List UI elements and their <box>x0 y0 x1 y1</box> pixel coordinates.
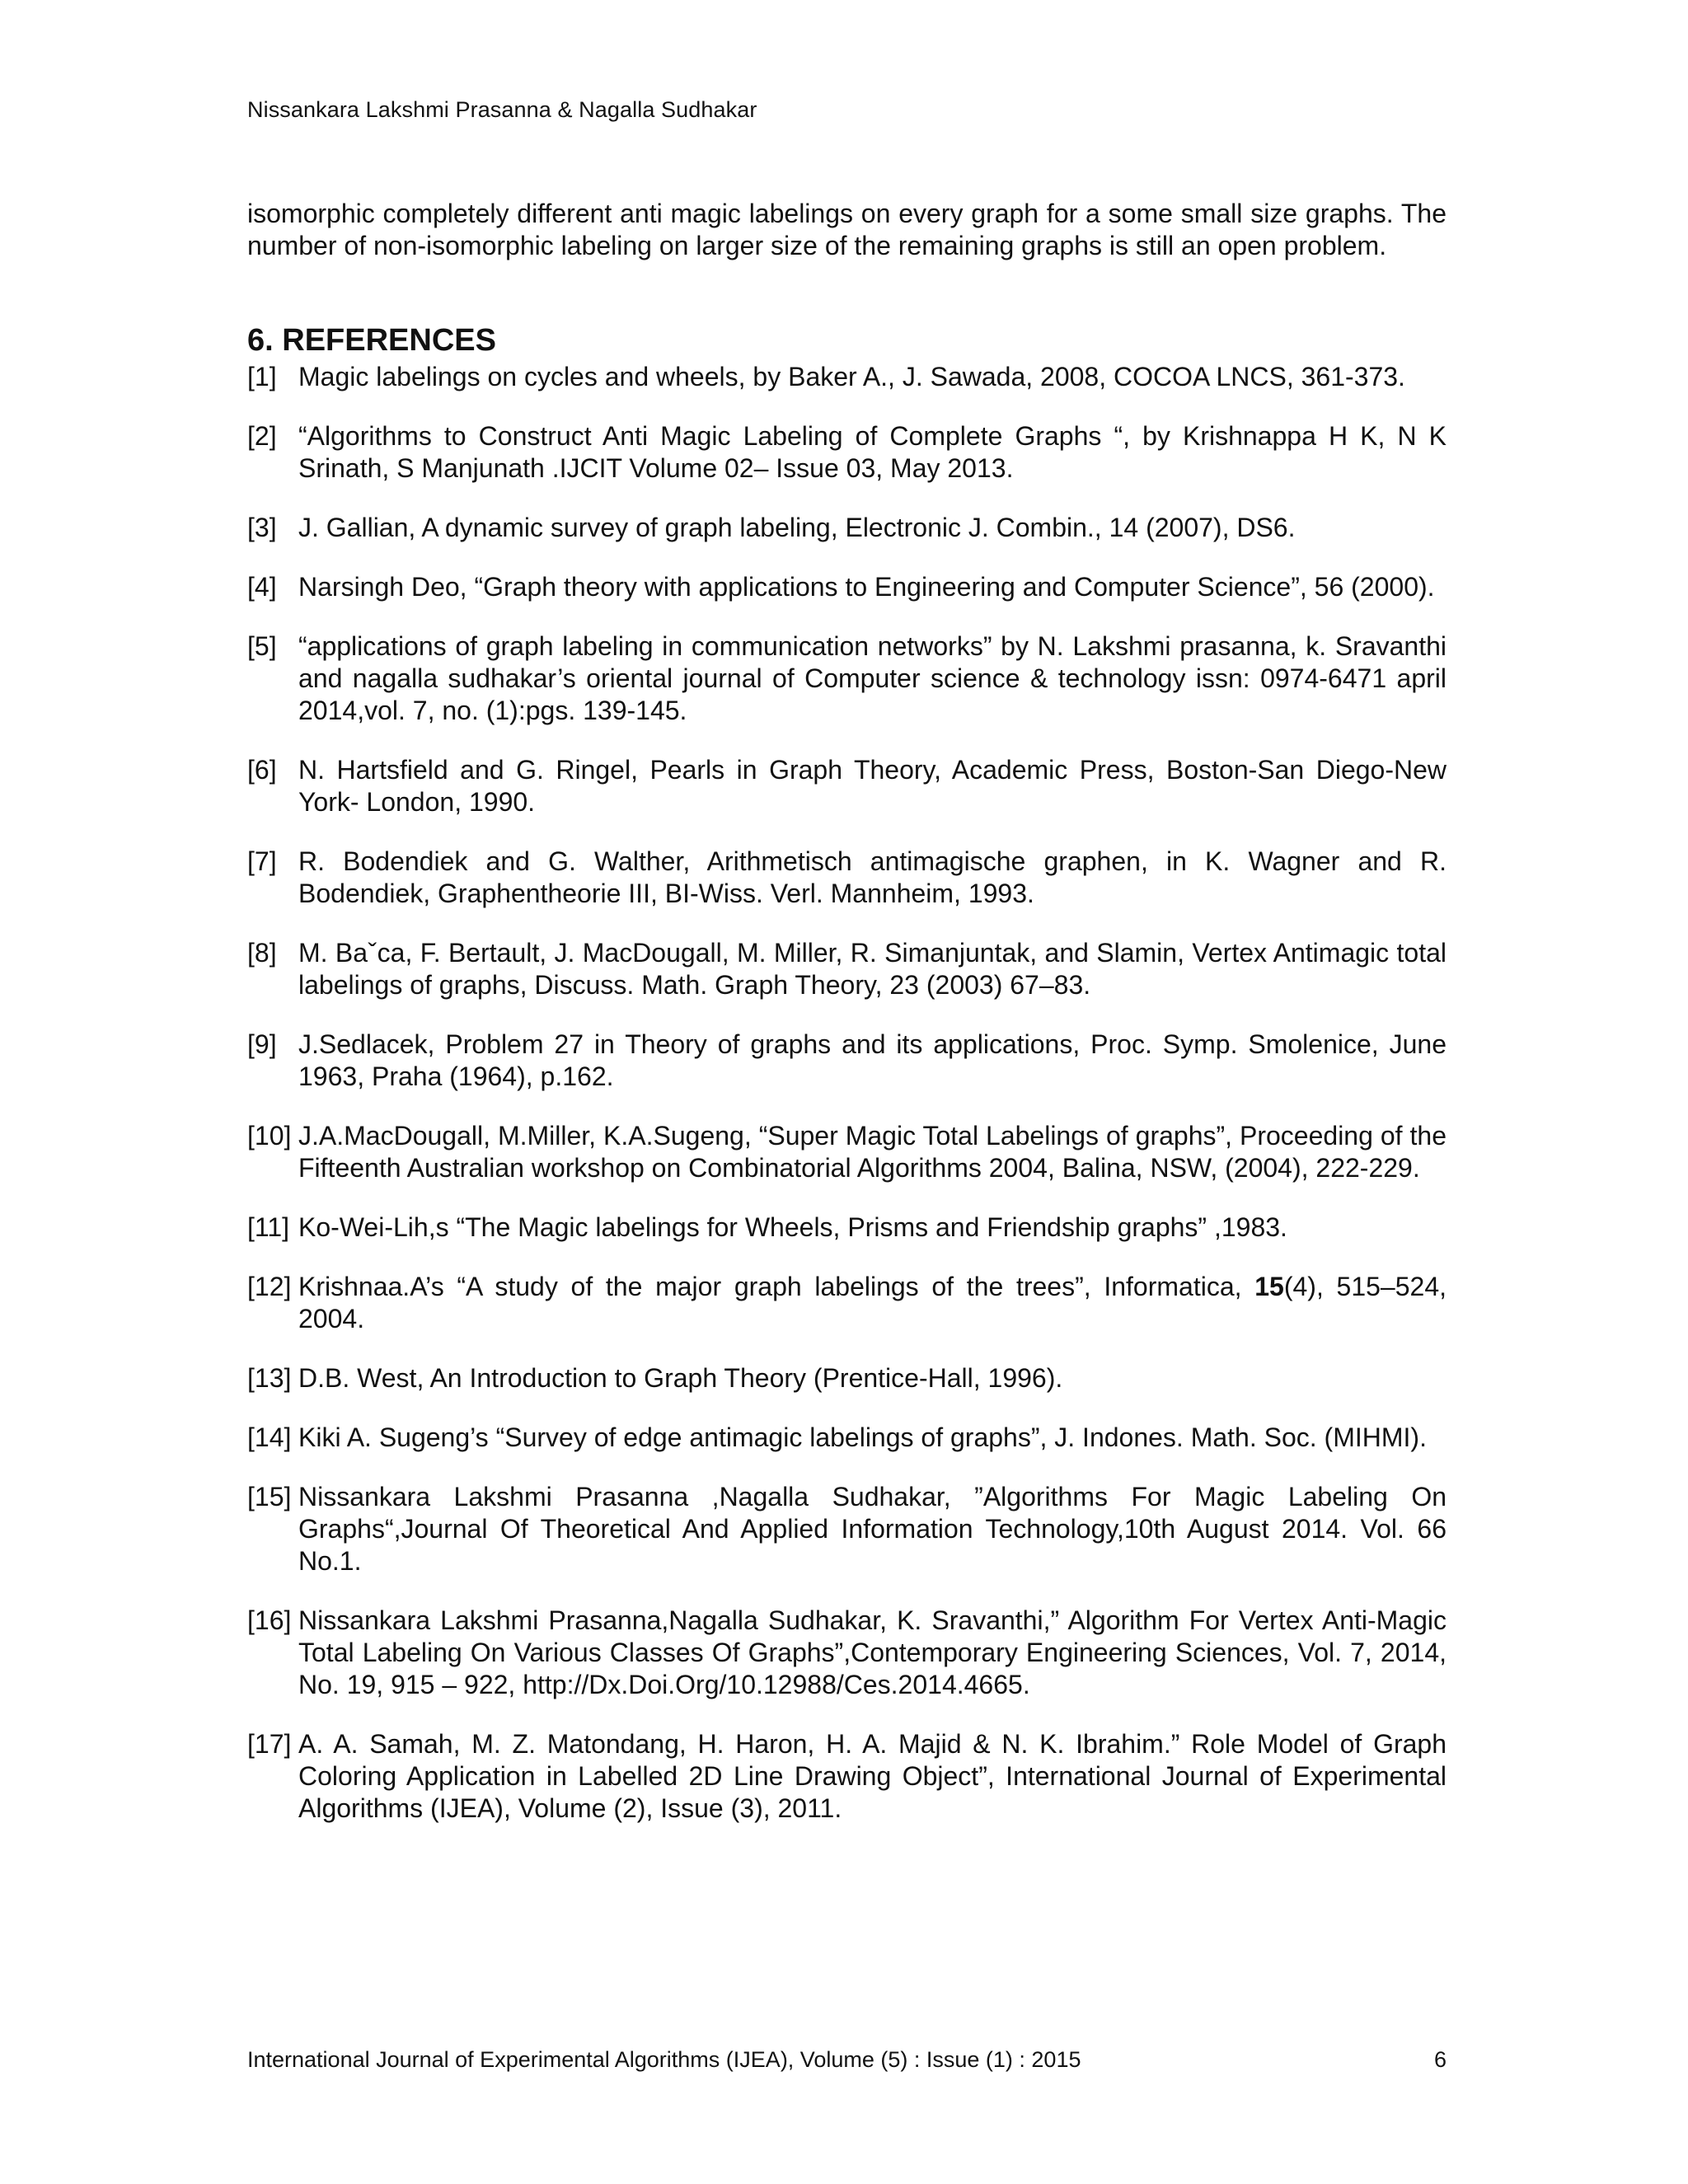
reference-number: [2] <box>247 421 277 451</box>
reference-number: [16] <box>247 1605 292 1635</box>
reference-text: D.B. West, An Introduction to Graph Theory (Prentice-Hall, 1996). <box>298 1363 1063 1393</box>
reference-item <box>247 420 1447 485</box>
reference-number: [1] <box>247 362 277 391</box>
reference-item <box>247 1212 1447 1244</box>
reference-text-start: Krishnaa.A’s “A study of the major graph labelings of the trees”, Informatica, <box>298 1272 1255 1301</box>
reference-number: [14] <box>247 1422 292 1452</box>
reference-item <box>247 512 1447 544</box>
reference-list <box>247 361 1447 1852</box>
reference-number: [3] <box>247 513 277 542</box>
footer-journal: International Journal of Experimental Algorithms (IJEA), Volume (5) : Issue (1) : 2015 <box>247 2047 1081 2072</box>
reference-number: [6] <box>247 755 277 785</box>
reference-number: [7] <box>247 846 277 876</box>
page-number: 6 <box>1433 2047 1447 2072</box>
intro-text: isomorphic completely different anti magic labelings on every graph for a some small size graphs. The number of non-isomorphic labeling on larger size of the remaining graphs is still an open problem. <box>247 199 1447 260</box>
reference-text: Ko-Wei-Lih,s “The Magic labelings for Wheels, Prisms and Friendship graphs” ,1983. <box>298 1212 1287 1242</box>
reference-number: [8] <box>247 938 277 968</box>
reference-text: J. Gallian, A dynamic survey of graph labeling, Electronic J. Combin., 14 (2007), DS6. <box>298 513 1296 542</box>
reference-text: Kiki A. Sugeng’s “Survey of edge antimagic labelings of graphs”, J. Indones. Math. Soc. (MIHMI). <box>298 1422 1427 1452</box>
reference-number: [15] <box>247 1482 292 1511</box>
reference-item <box>247 630 1447 727</box>
page-footer <box>247 2047 1447 2073</box>
reference-text: N. Hartsfield and G. Ringel, Pearls in Graph Theory, Academic Press, Boston-San Diego-New York- London, 1990. <box>298 755 1447 817</box>
reference-item <box>247 1728 1447 1825</box>
intro-paragraph <box>247 198 1447 262</box>
reference-text: “Algorithms to Construct Anti Magic Labeling of Complete Graphs “, by Krishnappa H K, N K Srinath, S Manjunath .IJCIT Volume 02– Issue 03, May 2013. <box>298 421 1447 483</box>
reference-item <box>247 754 1447 818</box>
reference-text: Narsingh Deo, “Graph theory with applications to Engineering and Computer Science”, 56 (2000). <box>298 572 1435 602</box>
reference-number: [4] <box>247 572 277 602</box>
reference-text: “applications of graph labeling in communication networks” by N. Lakshmi prasanna, k. Sravanthi and nagalla sudhakar’s oriental journal of Computer science & technology issn: 0974-6471 april 2014,vol. 7, no. (1):pgs. 139-145. <box>298 631 1447 725</box>
reference-volume-bold: 15 <box>1254 1272 1284 1301</box>
reference-item <box>247 937 1447 1001</box>
running-header: Nissankara Lakshmi Prasanna & Nagalla Sudhakar <box>247 97 757 122</box>
reference-text-end: (4), 515–524, 2004. <box>298 1272 1447 1333</box>
reference-item <box>247 1029 1447 1093</box>
reference-item <box>247 1422 1447 1454</box>
reference-number: [10] <box>247 1121 292 1151</box>
reference-text: Magic labelings on cycles and wheels, by Baker A., J. Sawada, 2008, COCOA LNCS, 361-373. <box>298 362 1405 391</box>
reference-item <box>247 1120 1447 1184</box>
reference-text: Nissankara Lakshmi Prasanna ,Nagalla Sudhakar, ”Algorithms For Magic Labeling On Graphs“,Journal Of Theoretical And Applied Information Technology,10th August 2014. Vol. 66 No.1. <box>298 1482 1447 1576</box>
reference-item <box>247 571 1447 603</box>
reference-text <box>298 1271 1447 1335</box>
reference-text: R. Bodendiek and G. Walther, Arithmetisch antimagische graphen, in K. Wagner and R. Bodendiek, Graphentheorie III, BI-Wiss. Verl. Mannheim, 1993. <box>298 846 1447 908</box>
reference-item <box>247 1481 1447 1577</box>
reference-item <box>247 1362 1447 1394</box>
reference-number: [17] <box>247 1729 292 1759</box>
section-title: 6. REFERENCES <box>247 323 496 358</box>
reference-number: [11] <box>247 1212 289 1242</box>
reference-number: [13] <box>247 1363 292 1393</box>
reference-number: [12] <box>247 1272 292 1301</box>
reference-item <box>247 1605 1447 1701</box>
reference-number: [5] <box>247 631 277 661</box>
reference-number: [9] <box>247 1029 277 1059</box>
reference-item <box>247 361 1447 393</box>
reference-text: M. Baˇca, F. Bertault, J. MacDougall, M. Miller, R. Simanjuntak, and Slamin, Vertex Antimagic total labelings of graphs, Discuss. Math. Graph Theory, 23 (2003) 67–83. <box>298 938 1447 1000</box>
reference-item <box>247 1271 1447 1335</box>
reference-text: J.Sedlacek, Problem 27 in Theory of graphs and its applications, Proc. Symp. Smolenice, June 1963, Praha (1964), p.162. <box>298 1029 1447 1091</box>
reference-item <box>247 846 1447 910</box>
reference-text: Nissankara Lakshmi Prasanna,Nagalla Sudhakar, K. Sravanthi,” Algorithm For Vertex Anti-Magic Total Labeling On Various Classes Of Graphs”,Contemporary Engineering Sciences, Vol. 7, 2014, No. 19, 915 – 922, http://Dx.Doi.Org/10.12988/Ces.2014.4665. <box>298 1605 1447 1699</box>
reference-text: J.A.MacDougall, M.Miller, K.A.Sugeng, “Super Magic Total Labelings of graphs”, Proceeding of the Fifteenth Australian workshop on Combinatorial Algorithms 2004, Balina, NSW, (2004), 222-229. <box>298 1121 1447 1183</box>
reference-text: A. A. Samah, M. Z. Matondang, H. Haron, H. A. Majid & N. K. Ibrahim.” Role Model of Graph Coloring Application in Labelled 2D Line Drawing Object”, International Journal of Experimental Algorithms (IJEA), Volume (2), Issue (3), 2011. <box>298 1729 1447 1823</box>
